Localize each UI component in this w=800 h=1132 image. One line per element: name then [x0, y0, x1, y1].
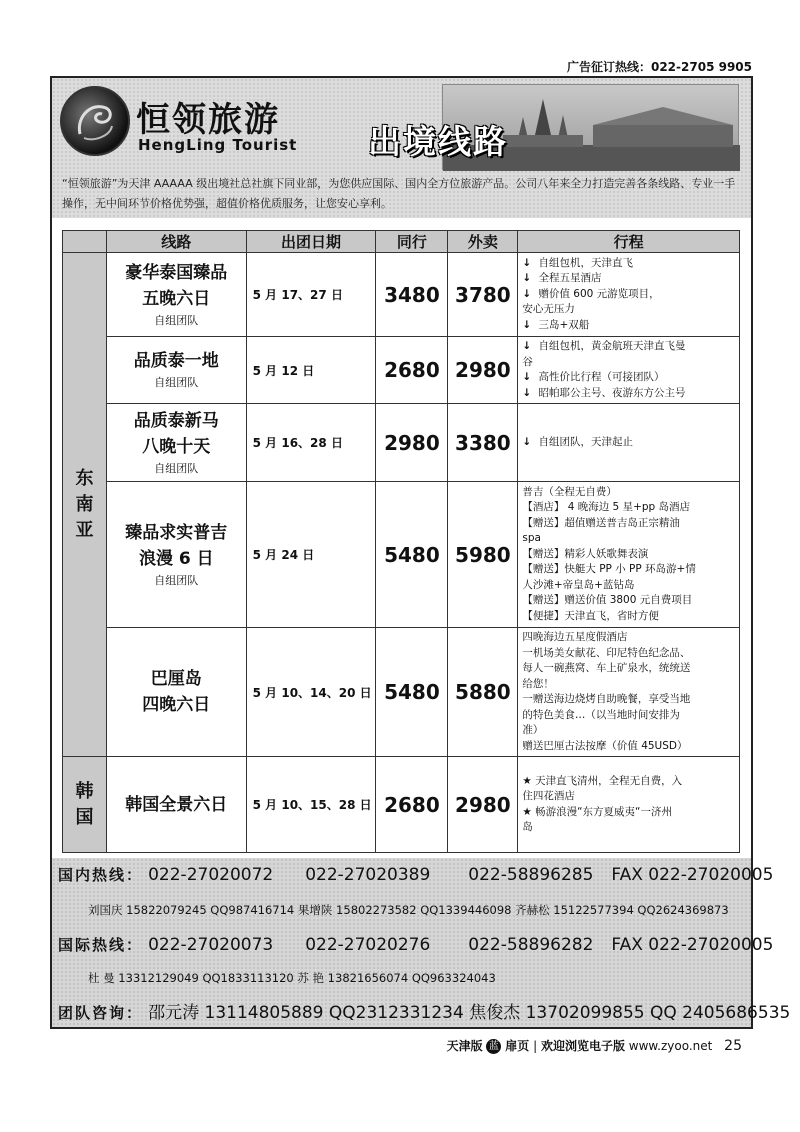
ad-hotline: 广告征订热线：022-2705 9905 [566, 60, 752, 74]
team-consult-row [58, 998, 790, 1023]
route-sub: 自组团队 [154, 376, 199, 389]
intl-staff: 杜 曼 13312129049 QQ1833113120 苏 艳 13821656074 QQ963324043 [88, 971, 496, 985]
header-banner [52, 78, 751, 218]
itinerary [518, 337, 740, 404]
domestic-hotline-row [58, 864, 773, 885]
itinerary [518, 253, 740, 337]
itin-line: 准） [522, 724, 544, 736]
route-name [106, 337, 246, 404]
peer-price: 5480 [376, 628, 448, 757]
domestic-phone: 022-27020389 [305, 865, 431, 885]
table-row [63, 628, 740, 757]
itin-line: 【便捷】天津直飞，省时方便 [522, 609, 659, 622]
domestic-phone: 022-58896285 [468, 865, 594, 885]
itin-line: ↓ 高性价比行程（可接团队） [522, 370, 735, 386]
itin-line: 【赠送】精彩人妖歌舞表演 [522, 547, 649, 560]
intl-phone: 022-27020073 [148, 935, 274, 955]
col-header-date: 出团日期 [246, 231, 376, 253]
table-header-row [63, 231, 740, 253]
route-name [106, 404, 246, 482]
col-header-peer: 同行 [376, 231, 448, 253]
itin-line: ↓ 自组包机，黄金航班天津直飞曼 [522, 339, 735, 355]
departure-date: 5 月 12 日 [246, 337, 376, 404]
routes-table [62, 230, 740, 853]
itin-line: 【酒店】 4 晚海边 5 星+pp 岛酒店 [522, 501, 691, 514]
team-label: 团队咨询： [58, 1004, 144, 1022]
domestic-fax: FAX 022-27020005 [611, 865, 774, 885]
route-title-line1: 品质泰新马 [133, 410, 219, 431]
region-label: 东南亚 [75, 467, 94, 541]
peer-price: 5480 [376, 482, 448, 628]
ad-frame [50, 76, 791, 1029]
retail-price: 2980 [448, 337, 518, 404]
route-title-line2: 四晚六日 [142, 695, 211, 715]
section-label: 扉页 [505, 1039, 530, 1053]
team-contacts: 邵元涛 13114805889 QQ2312331234 焦俊杰 13702099855 QQ 2405686535 [148, 1003, 791, 1023]
route-sub: 自组团队 [154, 461, 199, 475]
intl-fax: FAX 022-27020005 [611, 935, 774, 955]
itinerary [518, 757, 740, 853]
itin-line: 给您！ [522, 677, 554, 690]
table-row [63, 757, 740, 853]
peer-price: 3480 [376, 253, 448, 337]
route-title-line1: 品质泰一地 [133, 351, 219, 371]
itin-line: 【赠送】快艇大 PP 小 PP 环岛游+情 [522, 563, 696, 576]
itinerary [518, 482, 740, 628]
col-header-retail: 外卖 [448, 231, 518, 253]
table-row [63, 337, 740, 404]
company-intro: “恒领旅游”为天津 AAAAA 级出境社总社旗下同业部，为您供应国际、国内全方位旅游产品。公司八年来全力打造完善各条线路、专业一手操作，无中间环节价格优势强，超值价格优质服务，让您安心享利。 [62, 177, 736, 210]
itin-line: 住四花酒店 [522, 790, 575, 802]
edition-circle-icon: 蓝 [486, 1039, 501, 1054]
domestic-label: 国内热线： [58, 866, 144, 884]
itin-line: 岛 [522, 821, 533, 833]
table-row [63, 253, 740, 337]
route-name [106, 253, 246, 337]
col-header-route: 线路 [106, 231, 246, 253]
itinerary [518, 404, 740, 482]
intl-phone: 022-58896282 [468, 935, 594, 955]
route-title-line1: 巴厘岛 [150, 669, 202, 689]
intl-hotline-row [58, 934, 773, 955]
domestic-phone: 022-27020072 [148, 865, 274, 885]
route-title-line2: 五晚六日 [142, 288, 211, 309]
route-title-line2: 八晚十天 [142, 436, 211, 457]
itin-line: 安心无压力 [522, 303, 575, 316]
itin-line: ★ 畅游浪漫“东方夏威夷“一济州 [522, 805, 672, 818]
itin-line: 的特色美食…（以当地时间安排为 [522, 708, 680, 721]
col-header-itinerary: 行程 [518, 231, 740, 253]
itin-line: ↓ 三岛+双船 [522, 318, 735, 334]
itin-line: spa [522, 532, 541, 545]
route-sub: 自组团队 [154, 313, 199, 327]
itinerary [518, 628, 740, 757]
retail-price: 5980 [448, 482, 518, 628]
route-title-line1: 臻品求实普吉 [125, 522, 228, 543]
retail-price: 3380 [448, 404, 518, 482]
table-row [63, 404, 740, 482]
retail-price: 3780 [448, 253, 518, 337]
itin-line: ↓ 昭帕耶公主号、夜游东方公主号 [522, 386, 735, 402]
intl-label: 国际热线： [58, 936, 144, 954]
itin-line: ↓ 自组包机，天津直飞 [522, 256, 735, 272]
peer-price: 2680 [376, 757, 448, 853]
itin-line: 一机场美女献花、印尼特色纪念品、 [522, 646, 691, 659]
itin-line: 赠送巴厘古法按摩（价值 45USD） [522, 739, 688, 752]
route-sub: 自组团队 [154, 573, 199, 587]
itin-line: 四晚海边五星度假酒店 [522, 631, 628, 643]
region-southeast-asia [63, 253, 107, 757]
logo-english: HengLing Tourist [138, 136, 298, 154]
logo-chinese: 恒领旅游 [136, 100, 280, 140]
page-number: 25 [724, 1038, 742, 1054]
departure-date: 5 月 10、14、20 日 [246, 628, 376, 757]
itin-line: ↓ 自组团队，天津起止 [522, 435, 735, 451]
route-name [106, 482, 246, 628]
page-footer: 天津版 蓝 扉页 | 欢迎浏览电子版 www.zyoo.net 25 [446, 1038, 742, 1054]
itin-line: 【赠送】赠送价值 3800 元自费项目 [522, 594, 693, 607]
itin-line: ★ 天津直飞清州，全程无自费，入 [522, 774, 683, 787]
route-title-line1: 韩国全景六日 [125, 794, 228, 815]
itin-line: ↓ 全程五星酒店 [522, 271, 735, 287]
edition-label: 天津版 [446, 1039, 483, 1053]
contact-panel [52, 858, 791, 1027]
peer-price: 2980 [376, 404, 448, 482]
departure-date: 5 月 17、27 日 [246, 253, 376, 337]
route-name [106, 628, 246, 757]
route-title: 出境线路 [368, 122, 508, 161]
itin-line: 【赠送】超值赠送普吉岛正宗精油 [522, 516, 680, 529]
itin-line: 普吉（全程无自费） [522, 485, 617, 498]
region-label: 韩国 [75, 780, 94, 828]
intl-phone: 022-27020276 [305, 935, 431, 955]
retail-price: 2980 [448, 757, 518, 853]
itin-line: 每人一碗燕窝、车上矿泉水，统统送 [522, 662, 691, 674]
itin-line: 人沙滩+帝皇岛+蓝钻岛 [522, 578, 635, 591]
itin-line: ↓ 赠价值 600 元游览项目， [522, 287, 735, 303]
itin-line: 谷 [522, 355, 533, 368]
peer-price: 2680 [376, 337, 448, 404]
table-row [63, 482, 740, 628]
website-link[interactable]: www.zyoo.net [628, 1039, 713, 1053]
dragon-logo-icon [60, 86, 130, 156]
departure-date: 5 月 10、15、28 日 [246, 757, 376, 853]
retail-price: 5880 [448, 628, 518, 757]
itin-line: 一赠送海边烧烤自助晚餐，享受当地 [522, 693, 691, 705]
domestic-staff: 刘国庆 15822079245 QQ987416714 果增陕 15802273582 QQ1339446098 齐赫松 15122577394 QQ2624369873 [88, 903, 729, 917]
departure-date: 5 月 24 日 [246, 482, 376, 628]
route-name [106, 757, 246, 853]
route-title-line1: 豪华泰国臻品 [125, 262, 228, 283]
region-korea [63, 757, 107, 853]
departure-date: 5 月 16、28 日 [246, 404, 376, 482]
route-title-line2: 浪漫 6 日 [138, 548, 214, 569]
welcome-text: 欢迎浏览电子版 [540, 1039, 625, 1053]
